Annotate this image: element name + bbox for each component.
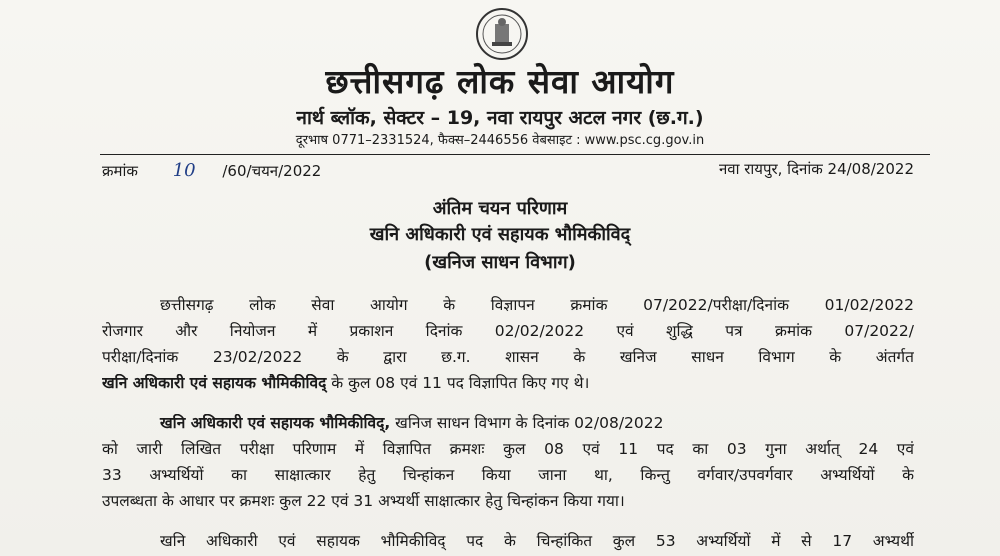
document-title: अंतिम चयन परिणाम [432, 198, 568, 219]
para2-line3: 33 अभ्यर्थियों का साक्षात्कार हेतु चिन्हांकन किया जाना था, किन्तु वर्गवार/उपवर्गवार अभ्यर्थियों के [102, 466, 914, 484]
para1-line1: छत्तीसगढ़ लोक सेवा आयोग के विज्ञापन क्रमांक 07/2022/परीक्षा/दिनांक 01/02/2022 [160, 296, 914, 314]
para1-post-name: खनि अधिकारी एवं सहायक भौमिकीविद् [102, 374, 327, 392]
para1-line4 [102, 374, 914, 393]
para2-line1-rest: खनिज साधन विभाग के दिनांक 02/08/2022 [390, 414, 664, 432]
para2-post-name: खनि अधिकारी एवं सहायक भौमिकीविद्, [160, 414, 391, 432]
header-divider [100, 154, 930, 155]
para1-line3: परीक्षा/दिनांक 23/02/2022 के द्वारा छ.ग. शासन के खनिज साधन विभाग के अंतर्गत [102, 348, 914, 366]
department-title: (खनिज साधन विभाग) [424, 252, 576, 273]
handwritten-number: 10 [172, 160, 196, 181]
para2-line1 [102, 414, 914, 433]
post-title: खनि अधिकारी एवं सहायक भौमिकीविद् [369, 224, 631, 245]
para3-line1: खनि अधिकारी एवं सहायक भौमिकीविद् पद के चिन्हांकित कुल 53 अभ्यर्थियों में से 17 अभ्यर्थी [160, 532, 914, 550]
reference-label: क्रमांक [102, 162, 138, 180]
para1-line4-rest: के कुल 08 एवं 11 पद विज्ञापित किए गए थे। [326, 374, 590, 392]
para2-line4: उपलब्धता के आधार पर क्रमशः कुल 22 एवं 31 अभ्यर्थी साक्षात्कार हेतु चिन्हांकन किया गया। [102, 492, 625, 510]
state-emblem-icon [474, 6, 530, 62]
para2-line2: को जारी लिखित परीक्षा परिणाम में विज्ञापित क्रमशः कुल 08 एवं 11 पद का 03 गुना अर्थात् 24 एवं [102, 440, 914, 458]
organization-name: छत्तीसगढ़ लोक सेवा आयोग [325, 62, 675, 101]
organization-address: नार्थ ब्लॉक, सेक्टर – 19, नवा रायपुर अटल नगर (छ.ग.) [296, 107, 704, 129]
reference-number [102, 160, 321, 182]
organization-contact: दूरभाष 0771–2331524, फैक्स–2446556 वेबसाइट : www.psc.cg.gov.in [295, 133, 705, 148]
reference-rest: /60/चयन/2022 [222, 162, 322, 180]
issue-date: नवा रायपुर, दिनांक 24/08/2022 [718, 160, 914, 178]
para1-line2: रोजगार और नियोजन में प्रकाशन दिनांक 02/02/2022 एवं शुद्धि पत्र क्रमांक 07/2022/ [102, 322, 914, 340]
